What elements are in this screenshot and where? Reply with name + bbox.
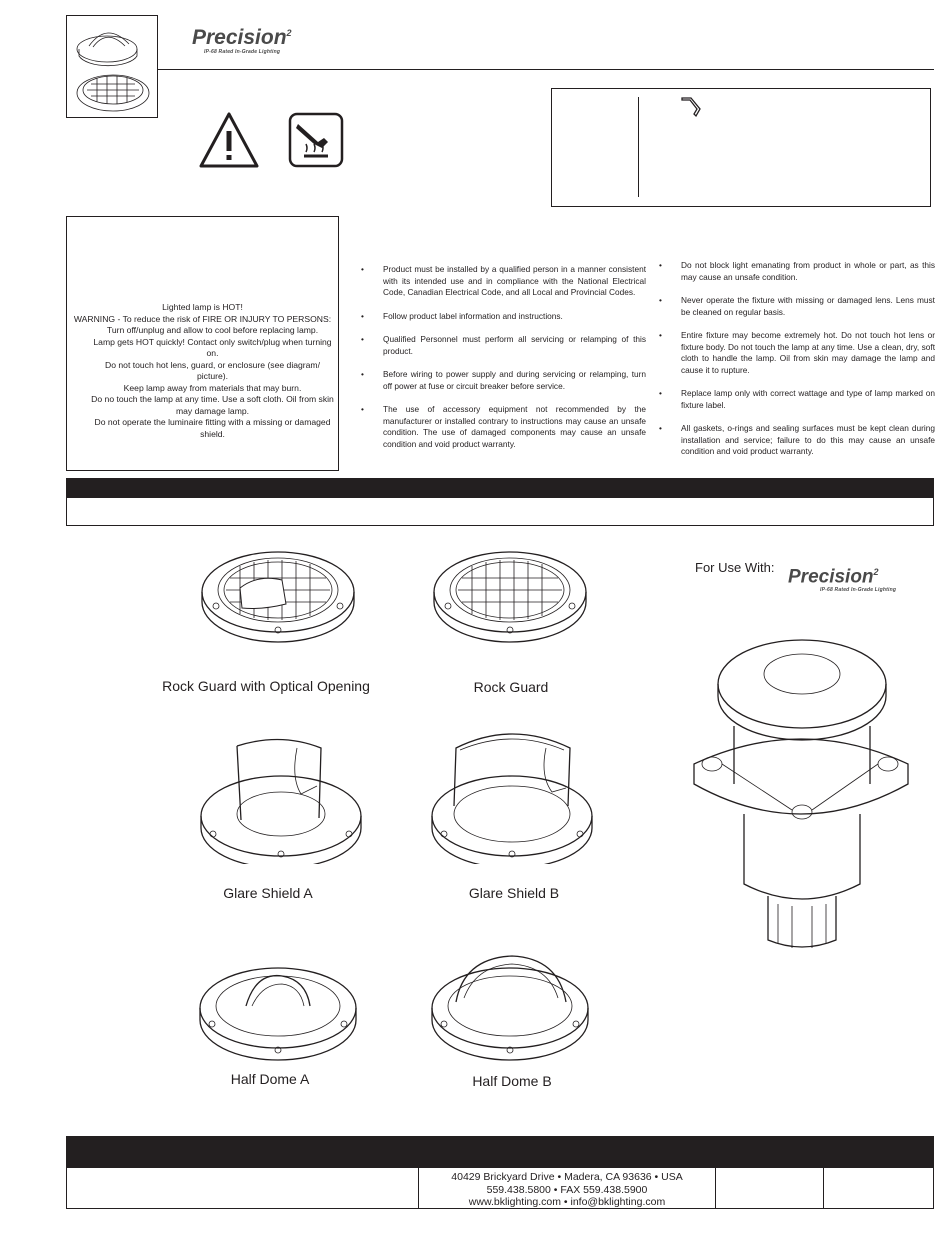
caption-half-dome-b: Half Dome B bbox=[472, 1073, 552, 1089]
instruction-item: • All gaskets, o-rings and sealing surfaces must be kept clean during installation and service; failure to do this may cause an unsafe condition and void product warranty. bbox=[659, 423, 935, 456]
caption-half-dome-a: Half Dome A bbox=[230, 1071, 310, 1087]
instruction-item: • Do not block light emanating from product in whole or part, as this may cause an unsafe condition. bbox=[659, 260, 935, 282]
instruction-item: • Qualified Personnel must perform all servicing or relamping of this product. bbox=[361, 334, 646, 356]
instruction-item: • Product must be installed by a qualified person in a manner consistent with its intended use and in compliance with the National Electrical Code, Canadian Electrical Code, and all Local and Provincial Codes. bbox=[361, 264, 646, 297]
glare-shield-a-icon bbox=[197, 738, 365, 864]
instruction-item: • The use of accessory equipment not recommended by the manufacturer or installed contrary to instructions may cause an unsafe condition. The use of damaged components may cause an unsafe condition and void product warranty. bbox=[361, 404, 646, 449]
caption-rock-guard: Rock Guard bbox=[473, 679, 549, 695]
footer-divider bbox=[715, 1167, 716, 1209]
product-thumbnail bbox=[66, 15, 158, 118]
caption-rock-guard-optical: Rock Guard with Optical Opening bbox=[162, 678, 370, 694]
instructions-left bbox=[361, 264, 646, 462]
company-web-link[interactable]: www.bklighting.com • info@bklighting.com bbox=[468, 1196, 666, 1208]
section-header-bar bbox=[66, 478, 934, 498]
for-use-with-logo: Precision$^2$ IP-68 Rated In-Grade Lighting bbox=[788, 566, 897, 594]
caption-glare-shield-a: Glare Shield A bbox=[223, 885, 313, 901]
instruction-item: • Replace lamp only with correct wattage and type of lamp marked on fixture label. bbox=[659, 388, 935, 410]
warning-triangle-icon bbox=[198, 111, 260, 169]
tools-divider bbox=[638, 97, 639, 197]
footer-divider bbox=[823, 1167, 824, 1209]
rock-guard-icon bbox=[430, 544, 590, 644]
caption-glare-shield-b: Glare Shield B bbox=[468, 885, 560, 901]
header-rule bbox=[158, 69, 934, 70]
footer-bar bbox=[66, 1136, 934, 1167]
company-address: 40429 Brickyard Drive • Madera, CA 93636 • USA 559.438.5800 • FAX 559.438.5900 www.bklighting.com • info@bklighting.com bbox=[420, 1171, 714, 1209]
instructions-right bbox=[659, 260, 935, 470]
footer-divider bbox=[418, 1167, 419, 1209]
half-dome-b-icon bbox=[428, 952, 592, 1062]
instruction-item: • Never operate the fixture with missing or damaged lens. Lens must be cleaned on regular basis. bbox=[659, 295, 935, 317]
brand-logo: Precision$^2$ IP-68 Rated In-Grade Lighting bbox=[192, 26, 292, 55]
section-subheader-box bbox=[66, 498, 934, 526]
hot-surface-icon bbox=[288, 112, 344, 168]
instruction-item: • Follow product label information and instructions. bbox=[361, 310, 563, 321]
instruction-item: • Entire fixture may become extremely hot. Do not touch hot lens or fixture body. Do not touch the lamp at any time. Use a clean, dry, soft cloth to handle the lamp. Oil from skin may damage the lamp and cause it to rupture. bbox=[659, 330, 935, 375]
warning-text: Lighted lamp is HOT! WARNING - To reduce the risk of FIRE OR INJURY TO PERSONS: Turn off/unplug and allow to cool before replacing lamp. Lamp gets HOT quickly! Contact only switch/plug when turning on. Do not touch hot lens, guard, or enclosure (see diagram/ picture). Keep lamp away from materials that may burn. Do no touch the lamp at any time. Use a soft cloth. Oil from skin may damage lamp. Do not operate the luminaire fitting with a missing or damaged shield. bbox=[73, 302, 334, 439]
hex-key-icon bbox=[678, 95, 704, 121]
precision-fixture-icon bbox=[688, 634, 914, 956]
half-dome-a-icon bbox=[196, 958, 360, 1062]
glare-shield-b-icon bbox=[428, 726, 596, 864]
for-use-with-label: For Use With: bbox=[695, 560, 775, 575]
instruction-item: • Before wiring to power supply and during servicing or relamping, turn off power at fuse or circuit breaker before service. bbox=[361, 369, 646, 391]
fixture-thumbnail-icon bbox=[67, 16, 157, 117]
tools-required-box bbox=[551, 88, 931, 207]
rock-guard-optical-icon bbox=[198, 544, 358, 644]
